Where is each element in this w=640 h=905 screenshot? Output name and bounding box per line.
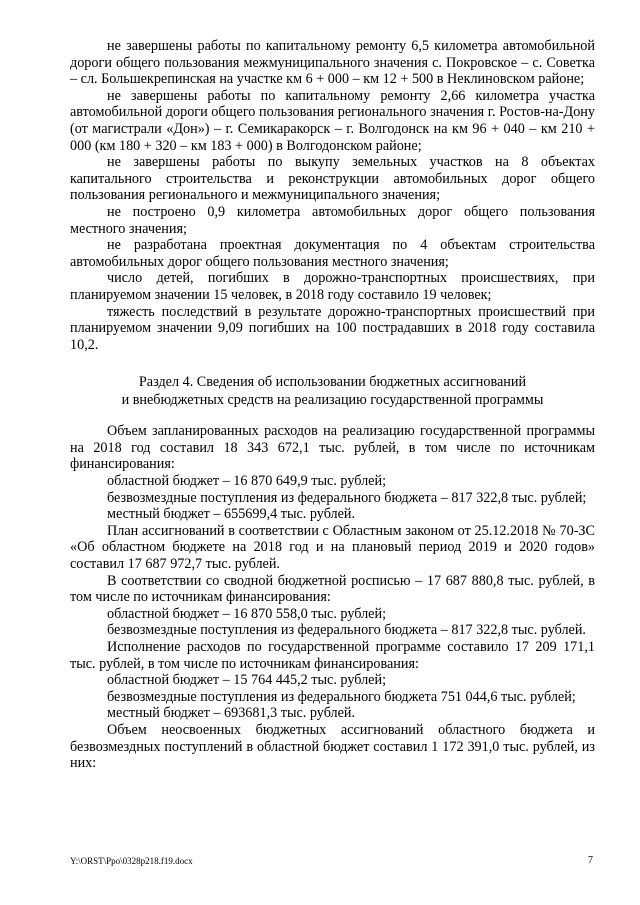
paragraph: безвозмездные поступления из федерального бюджета – 817 322,8 тыс. рублей. — [107, 622, 586, 639]
paragraph: не разработана проектная документация по 4 объектам строительства автомобильных дорог общего пользования местного значения; — [70, 237, 595, 270]
paragraph: Объем запланированных расходов на реализацию государственной программы на 2018 год составил 18 343 672,1 тыс. рублей, в том числе по источникам финансирования: — [70, 423, 595, 473]
paragraph: областной бюджет – 16 870 649,9 тыс. рублей; — [107, 473, 387, 490]
section-heading-line-2: и внебюджетных средств на реализацию государственной программы — [121, 392, 544, 409]
page-content — [70, 38, 595, 772]
paragraph: не завершены работы по выкупу земельных участков на 8 объектах капитального строительства и реконструкции автомобильных дорог общего пользования регионального и межмуниципального значения; — [70, 154, 595, 204]
paragraph: В соответствии со сводной бюджетной росписью – 17 687 880,8 тыс. рублей, в том числе по источникам финансирования: — [70, 572, 595, 606]
paragraph: не завершены работы по капитальному ремонту 6,5 километра автомобильной дороги общего пользования межмуниципального значения с. Покровское – с. Советка – сл. Большекрепинская на участке км 6 + 000 – км 12 + 500 в Неклиновском районе; — [70, 38, 595, 88]
section-heading — [70, 373, 595, 409]
paragraph: областной бюджет – 16 870 558,0 тыс. рублей; — [107, 605, 387, 622]
paragraph: безвозмездные поступления из федерального бюджета 751 044,6 тыс. рублей; — [107, 688, 576, 705]
paragraph: не построено 0,9 километра автомобильных дорог общего пользования местного значения; — [70, 203, 595, 237]
paragraph: число детей, погибших в дорожно-транспортных происшествиях, при планируемом значении 15 человек, в 2018 году составило 19 человек; — [70, 270, 595, 303]
paragraph: Исполнение расходов по государственной программе составило 17 209 171,1 тыс. рублей, в том числе по источникам финансирования: — [70, 639, 595, 672]
paragraph: безвозмездные поступления из федерального бюджета – 817 322,8 тыс. рублей; — [107, 489, 587, 506]
page-number: 7 — [588, 855, 593, 866]
paragraph: Объем неосвоенных бюджетных ассигнований областного бюджета и безвозмездных поступлений в областной бюджет составил 1 172 391,0 тыс. рублей, из них: — [70, 721, 595, 772]
paragraph: местный бюджет – 693681,3 тыс. рублей. — [107, 705, 356, 722]
footer-file-path: Y:\ORST\Ppo\0328p218.f19.docx — [70, 856, 193, 866]
paragraph: тяжесть последствий в результате дорожно-транспортных происшествий при планируемом значении 9,09 погибших на 100 пострадавших в 2018 году составила 10,2. — [70, 303, 595, 353]
section-heading-line-1: Раздел 4. Сведения об использовании бюджетных ассигнований — [138, 374, 527, 391]
paragraph: областной бюджет – 15 764 445,2 тыс. рублей; — [107, 672, 387, 689]
paragraph: местный бюджет – 655699,4 тыс. рублей. — [107, 506, 356, 523]
paragraph: План ассигнований в соответствии с Областным законом от 25.12.2018 № 70-ЗС «Об областном бюджете на 2018 год и на плановый период 2019 и 2020 годов» составил 17 687 972,7 тыс. рублей. — [70, 522, 595, 573]
paragraph: не завершены работы по капитальному ремонту 2,66 километра участка автомобильной дороги общего пользования регионального значения г. Ростов-на-Дону (от магистрали «Дон») – г. Семикаракорск – г. Волгодонск на км 96 + 040 – км 210 + 000 (км 180 + 320 – км 183 + 000) в Волгодонском районе; — [70, 87, 595, 154]
